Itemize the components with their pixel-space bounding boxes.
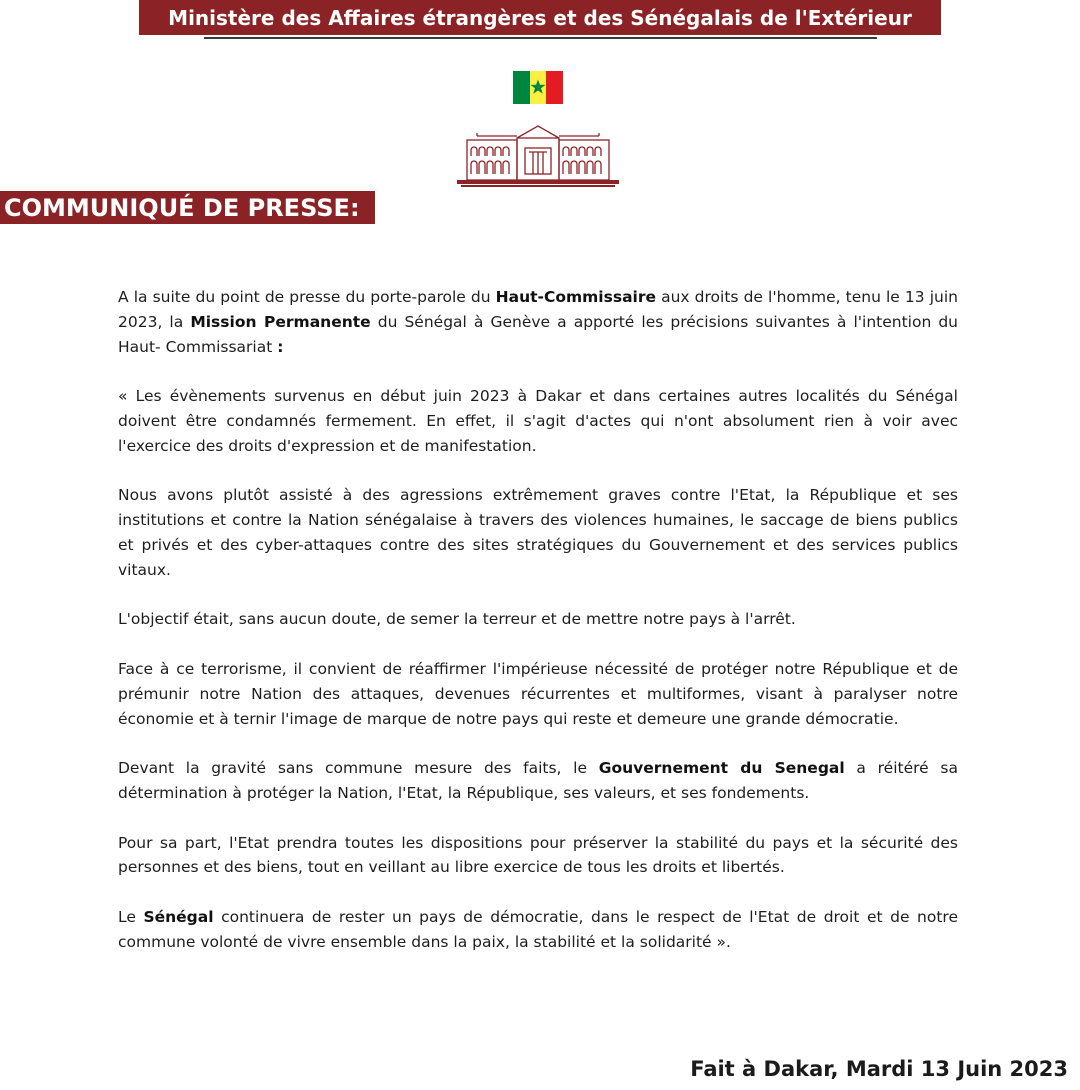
ministry-banner bbox=[139, 0, 941, 35]
text-run: du Sénégal à Genève a apporté les précisions suivantes à l'intention du Haut- Commissariat bbox=[118, 312, 959, 356]
banner-divider bbox=[204, 37, 877, 39]
bold-run: : bbox=[277, 337, 284, 356]
text-run: Le bbox=[118, 907, 144, 926]
flag-star-icon bbox=[530, 79, 546, 95]
paragraph-6 bbox=[118, 756, 958, 806]
paragraph-8 bbox=[118, 905, 958, 955]
text-run: aux droits de l'homme, tenu le 13 juin 2023, la bbox=[118, 288, 958, 331]
text-run: Devant la gravité sans commune mesure des faits, le bbox=[118, 759, 599, 778]
flag-green-band bbox=[513, 71, 530, 104]
paragraph-7: Pour sa part, l'Etat prendra toutes les dispositions pour préserver la stabilité du pays et la sécurité des personnes et des biens, tout en veillant au libre exercice de tous les droits et libertés. bbox=[118, 833, 958, 877]
paragraph-3: Nous avons plutôt assisté à des agressions extrêmement graves contre l'Etat, la République et ses institutions et contre la Nation sénégalaise à travers des violences humaines, le saccage de biens publics et privés et des cyber-attaques contre des sites stratégiques du Gouvernement et des services publics vitaux. bbox=[118, 486, 958, 579]
press-release-title: COMMUNIQUÉ DE PRESSE: bbox=[4, 193, 360, 222]
bold-run: Sénégal bbox=[143, 907, 214, 926]
paragraph-intro bbox=[118, 285, 958, 359]
signoff-date: Fait à Dakar, Mardi 13 Juin 2023 bbox=[690, 1057, 1068, 1081]
paragraph-4: L'objectif était, sans aucun doute, de semer la terreur et de mettre notre pays à l'arrêt. bbox=[118, 610, 796, 629]
ministry-title: Ministère des Affaires étrangères et des Sénégalais de l'Extérieur bbox=[168, 5, 912, 30]
text-run: continuera de rester un pays de démocratie, dans le respect de l'Etat de droit et de notre commune volonté de vivre ensemble dans la paix, la stabilité et la solidarité ». bbox=[118, 907, 958, 951]
text-run: A la suite du point de presse du porte-parole du bbox=[118, 288, 496, 306]
press-release-heading bbox=[0, 191, 375, 224]
bold-run: Gouvernement du Senegal bbox=[598, 759, 845, 778]
palace-emblem-icon bbox=[457, 124, 619, 190]
paragraph-5: Face à ce terrorisme, il convient de réaffirmer l'impérieuse nécessité de protéger notre République et de prémunir notre Nation des attaques, devenues récurrentes et multiformes, visant à paralyser notre économie et à ternir l'image de marque de notre pays qui reste et demeure une grande démocratie. bbox=[118, 659, 958, 728]
senegal-flag-icon bbox=[513, 71, 563, 104]
bold-run: Mission Permanente bbox=[190, 312, 371, 331]
text-run: a réitéré sa détermination à protéger la Nation, l'Etat, la République, ses valeurs, et ses fondements. bbox=[118, 759, 958, 802]
press-release-body bbox=[118, 285, 958, 979]
bold-run: Haut-Commissaire bbox=[495, 288, 656, 306]
flag-red-band bbox=[546, 71, 563, 104]
paragraph-2: « Les évènements survenus en début juin 2023 à Dakar et dans certaines autres localités du Sénégal doivent être condamnés fermement. En effet, il s'agit d'actes qui n'ont absolument rien à voir avec l'exercice des droits d'expression et de manifestation. bbox=[118, 387, 958, 455]
